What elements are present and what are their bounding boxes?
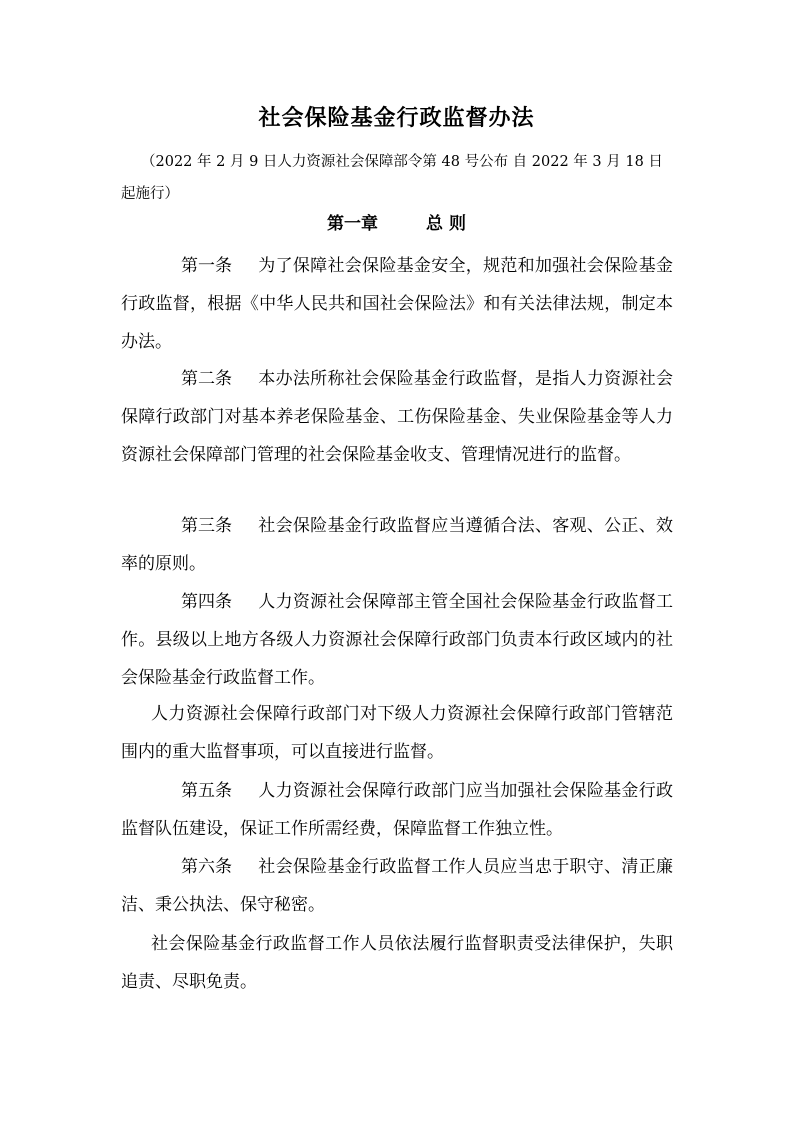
article-text: 社会保险基金行政监督工作人员应当忠于职守、清正廉洁、秉公执法、保守秘密。 <box>121 857 673 915</box>
document-title: 社会保险基金行政监督办法 <box>258 105 535 131</box>
article-text: 人力资源社会保障行政部门应当加强社会保险基金行政监督队伍建设，保证工作所需经费，保障监督工作独立性。 <box>121 781 673 839</box>
promulgation-note: （2022 年 2 月 9 日人力资源社会保障部令第 48 号公布 自 2022 年 3 月 18 日起施行） <box>121 154 663 202</box>
chapter-name: 总 则 <box>426 214 466 234</box>
article-number: 第五条 <box>181 781 232 801</box>
article-number: 第六条 <box>181 857 232 877</box>
article-text: 社会保险基金行政监督应当遵循合法、客观、公正、效率的原则。 <box>121 516 673 574</box>
chapter-heading <box>0 208 793 240</box>
article-text: 人力资源社会保障行政部门对下级人力资源社会保障行政部门管辖范围内的重大监督事项，可以直接进行监督。 <box>121 704 673 762</box>
article-4 <box>121 583 673 697</box>
chapter-number: 第一章 <box>327 214 379 234</box>
article-text: 社会保险基金行政监督工作人员依法履行监督职责受法律保护，失职追责、尽职免责。 <box>121 934 673 992</box>
article-number: 第三条 <box>181 516 232 536</box>
article-6 <box>121 848 673 924</box>
article-1 <box>121 247 673 361</box>
article-6-paragraph-2 <box>121 925 673 1001</box>
article-number: 第二条 <box>181 369 232 389</box>
article-number: 第一条 <box>181 256 232 276</box>
article-4-paragraph-2 <box>121 695 673 771</box>
article-number: 第四条 <box>181 592 232 612</box>
article-2 <box>121 360 673 474</box>
article-text: 本办法所称社会保险基金行政监督，是指人力资源社会保障行政部门对基本养老保险基金、工伤保险基金、失业保险基金等人力资源社会保障部门管理的社会保险基金收支、管理情况进行的监督。 <box>121 369 673 465</box>
article-text: 人力资源社会保障部主管全国社会保险基金行政监督工作。县级以上地方各级人力资源社会保障行政部门负责本行政区域内的社会保险基金行政监督工作。 <box>121 592 673 688</box>
article-5 <box>121 772 673 848</box>
article-3 <box>121 507 673 583</box>
article-text: 为了保障社会保险基金安全，规范和加强社会保险基金行政监督，根据《中华人民共和国社会保险法》和有关法律法规，制定本办法。 <box>121 256 673 352</box>
